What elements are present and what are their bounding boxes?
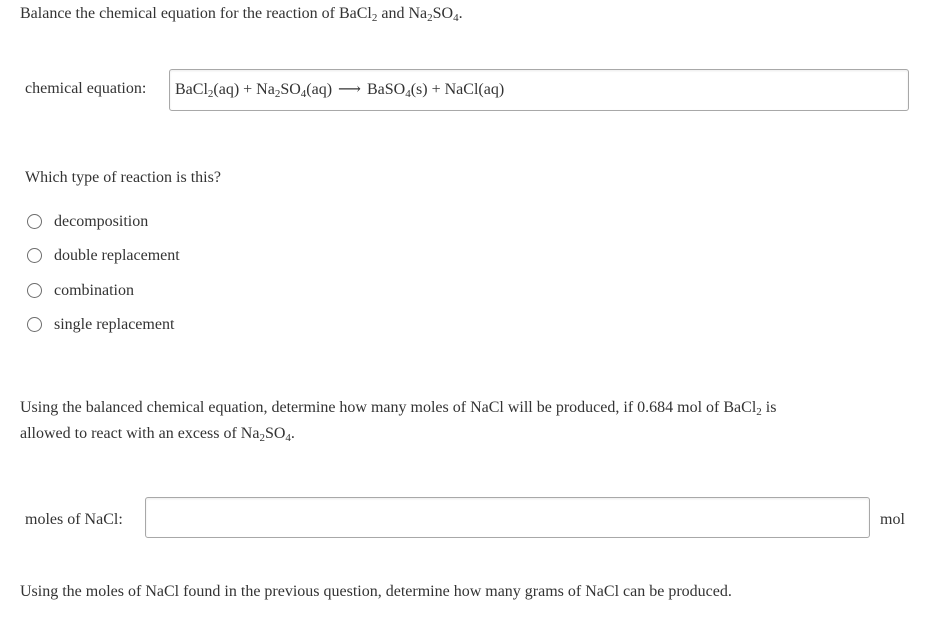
question-3-prompt-line-1: Using the balanced chemical equation, determine how many moles of NaCl will be produced, if 0.684 mol of BaCl$_2$ is: [20, 399, 777, 418]
moles-nacl-input[interactable]: [145, 497, 870, 538]
option-label: decomposition: [54, 213, 149, 230]
radio-button[interactable]: [27, 214, 42, 229]
question-4-prompt: Using the moles of NaCl found in the previous question, determine how many grams of NaCl can be produced.: [20, 583, 732, 600]
moles-nacl-label: moles of NaCl:: [25, 511, 123, 528]
radio-button[interactable]: [27, 317, 42, 332]
chemical-equation-label: chemical equation:: [25, 80, 147, 97]
reaction-arrow: ⟶: [338, 81, 361, 98]
radio-button[interactable]: [27, 248, 42, 263]
unit-label: mol: [880, 511, 905, 528]
radio-button[interactable]: [27, 283, 42, 298]
chemical-equation-value: BaCl$_2$(aq) + $Na_2SO_4(aq)$ ⟶ BaSO$_4$(s) + NaCl(aq): [175, 81, 505, 100]
question-2-prompt: Which type of reaction is this?: [25, 169, 221, 186]
question-1-prompt: Balance the chemical equation for the reaction of BaCl$_2$ and $Na_2SO_4$.: [20, 5, 463, 24]
option-label: single replacement: [54, 316, 175, 333]
chemical-equation-field[interactable]: [169, 69, 909, 111]
option-label: combination: [54, 282, 134, 299]
question-3-prompt-line-2: allowed to react with an excess of $Na_2SO_4$.: [20, 425, 295, 444]
option-label: double replacement: [54, 247, 180, 264]
